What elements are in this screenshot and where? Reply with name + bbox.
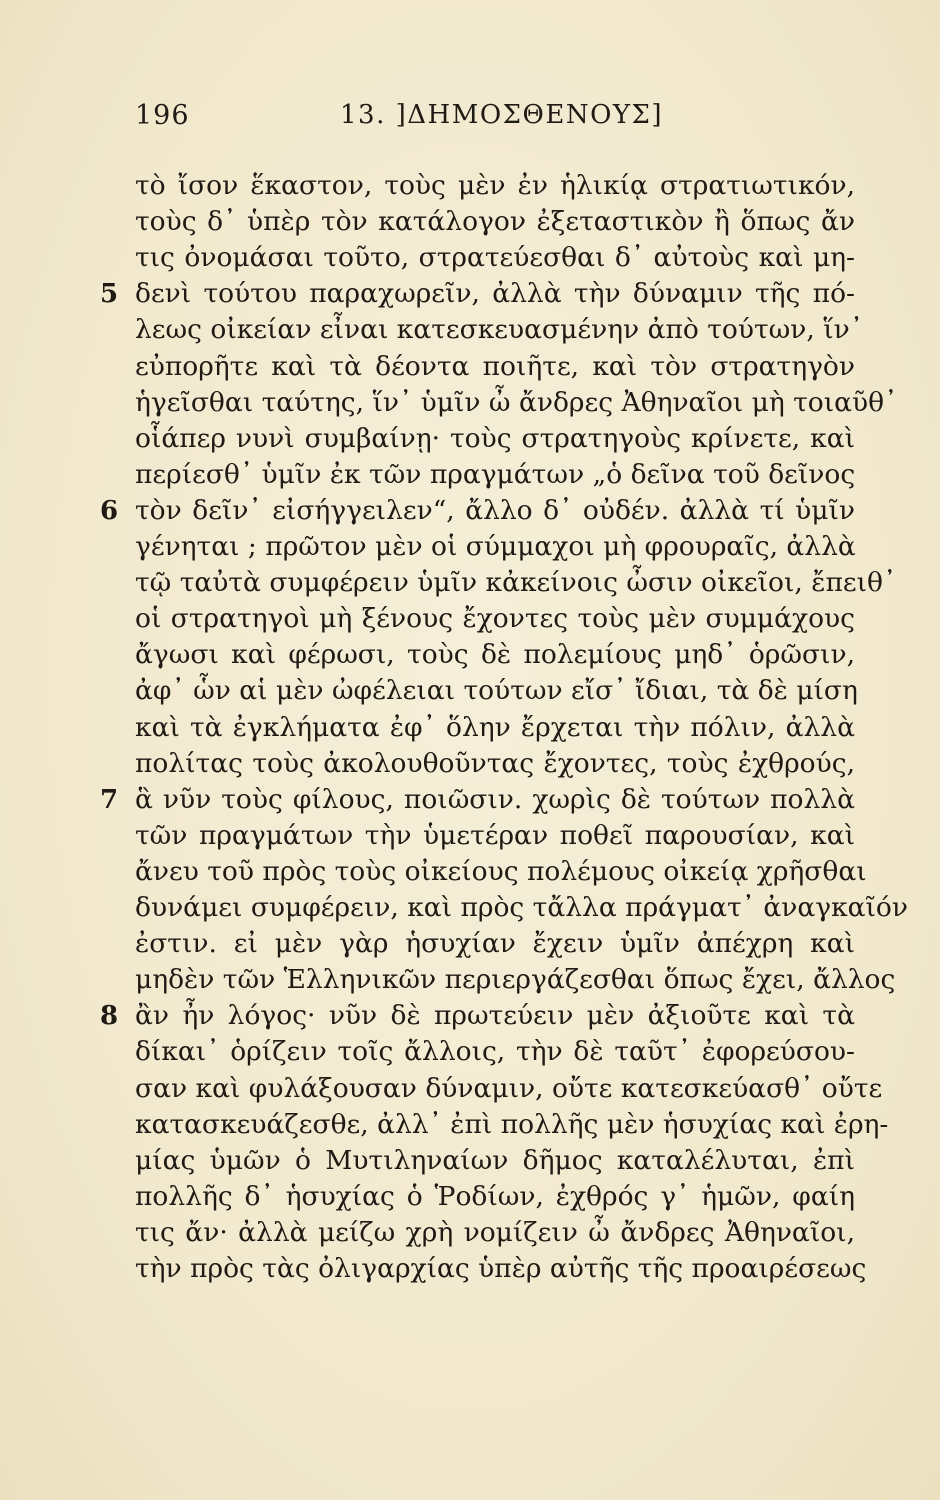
text-line: ἄνευ τοῦ πρὸς τοὺς οἰκείους πολέμους οἰκείᾳ χρῆσθαι (135, 856, 867, 887)
text-line: ἀφ᾽ ὧν αἱ μὲν ὠφέλειαι τούτων εἴσ᾽ ἴδιαι, τὰ δὲ μίση (135, 675, 858, 706)
text-line: ἐστιν. εἰ μὲν γὰρ ἡσυχίαν ἔχειν ὑμῖν ἀπέχρη καὶ (135, 928, 855, 959)
section-number: 7 (100, 785, 119, 815)
page-number: 196 (135, 100, 190, 131)
text-line: γένηται ; πρῶτον μὲν οἱ σύμμαχοι μὴ φρουραῖς, ἀλλὰ (135, 531, 856, 562)
text-line: εὐπορῆτε καὶ τὰ δέοντα ποιῆτε, καὶ τὸν στρατηγὸν (135, 351, 855, 382)
text-line: δυνάμει συμφέρειν, καὶ πρὸς τἄλλα πράγματ᾽ ἀναγκαῖόν (135, 892, 908, 923)
text-line: ἡγεῖσθαι ταύτης, ἵν᾽ ὑμῖν ὦ ἄνδρες Ἀθηναῖοι μὴ τοιαῦθ᾽ (135, 387, 898, 418)
section-number: 6 (100, 496, 119, 526)
text-line: τις ἄν· ἀλλὰ μείζω χρὴ νομίζειν ὦ ἄνδρες Ἀθηναῖοι, (135, 1217, 855, 1248)
text-line: μηδὲν τῶν Ἑλληνικῶν περιεργάζεσθαι ὅπως ἔχει, ἄλλος (135, 964, 896, 995)
text-line: τῶν πραγμάτων τὴν ὑμετέραν ποθεῖ παρουσίαν, καὶ (135, 820, 855, 851)
text-line: τις ὀνομάσαι τοῦτο, στρατεύεσθαι δ᾽ αὐτοὺς καὶ μη- (135, 242, 855, 273)
text-line: λεως οἰκείαν εἶναι κατεσκευασμένην ἀπὸ τούτων, ἵν᾽ (135, 314, 863, 345)
text-line: ἃ νῦν τοὺς φίλους, ποιῶσιν. χωρὶς δὲ τούτων πολλὰ (135, 784, 855, 815)
text-line: πολλῆς δ᾽ ἡσυχίας ὁ Ῥοδίων, ἐχθρός γ᾽ ἡμῶν, φαίη (135, 1181, 855, 1212)
text-line: τοὺς δ᾽ ὑπὲρ τὸν κατάλογον ἐξεταστικὸν ἢ ὅπως ἄν (135, 206, 855, 237)
text-line: οἷάπερ νυνὶ συμβαίνῃ· τοὺς στρατηγοὺς κρίνετε, καὶ (135, 423, 855, 454)
text-line: τὴν πρὸς τὰς ὀλιγαρχίας ὑπὲρ αὐτῆς τῆς προαιρέσεως (135, 1253, 867, 1284)
text-line: ἄγωσι καὶ φέρωσι, τοὺς δὲ πολεμίους μηδ᾽ ὁρῶσιν, (135, 639, 855, 670)
page-header (0, 100, 940, 140)
text-line: ἂν ἦν λόγος· νῦν δὲ πρωτεύειν μὲν ἀξιοῦτε καὶ τὰ (135, 1000, 855, 1031)
text-line: τὸν δεῖν᾽ εἰσήγγειλεν“, ἄλλο δ᾽ οὐδέν. ἀλλὰ τί ὑμῖν (135, 495, 855, 526)
text-line: κατασκευάζεσθε, ἀλλ᾽ ἐπὶ πολλῆς μὲν ἡσυχίας καὶ ἐρη- (135, 1109, 889, 1140)
text-line: σαν καὶ φυλάξουσαν δύναμιν, οὔτε κατεσκεύασθ᾽ οὔτε (135, 1073, 883, 1104)
section-number: 5 (100, 279, 119, 309)
running-head: 13. ]ΔΗΜΟΣΘΕΝΟΥΣ] (340, 100, 664, 130)
text-line: περίεσθ᾽ ὑμῖν ἐκ τῶν πραγμάτων „ὁ δεῖνα τοῦ δεῖνος (135, 459, 856, 490)
text-line: πολίτας τοὺς ἀκολουθοῦντας ἔχοντες, τοὺς ἐχθρούς, (135, 748, 855, 779)
text-line: μίας ὑμῶν ὁ Μυτιληναίων δῆμος καταλέλυται, ἐπὶ (135, 1145, 855, 1176)
text-line: καὶ τὰ ἐγκλήματα ἐφ᾽ ὅλην ἔρχεται τὴν πόλιν, ἀλλὰ (135, 712, 855, 743)
text-line: οἱ στρατηγοὶ μὴ ξένους ἔχοντες τοὺς μὲν συμμάχους (135, 603, 855, 634)
text-line: τῷ ταὐτὰ συμφέρειν ὑμῖν κἀκείνοις ὦσιν οἰκεῖοι, ἔπειθ᾽ (135, 567, 897, 598)
text-line: τὸ ἴσον ἕκαστον, τοὺς μὲν ἐν ἡλικίᾳ στρατιωτικόν, (135, 170, 855, 201)
text-line: δίκαι᾽ ὁρίζειν τοῖς ἄλλοις, τὴν δὲ ταῦτ᾽ ἐφορεύσου- (135, 1036, 855, 1067)
section-number: 8 (100, 1001, 119, 1031)
text-line: δενὶ τούτου παραχωρεῖν, ἀλλὰ τὴν δύναμιν τῆς πό- (135, 278, 855, 309)
